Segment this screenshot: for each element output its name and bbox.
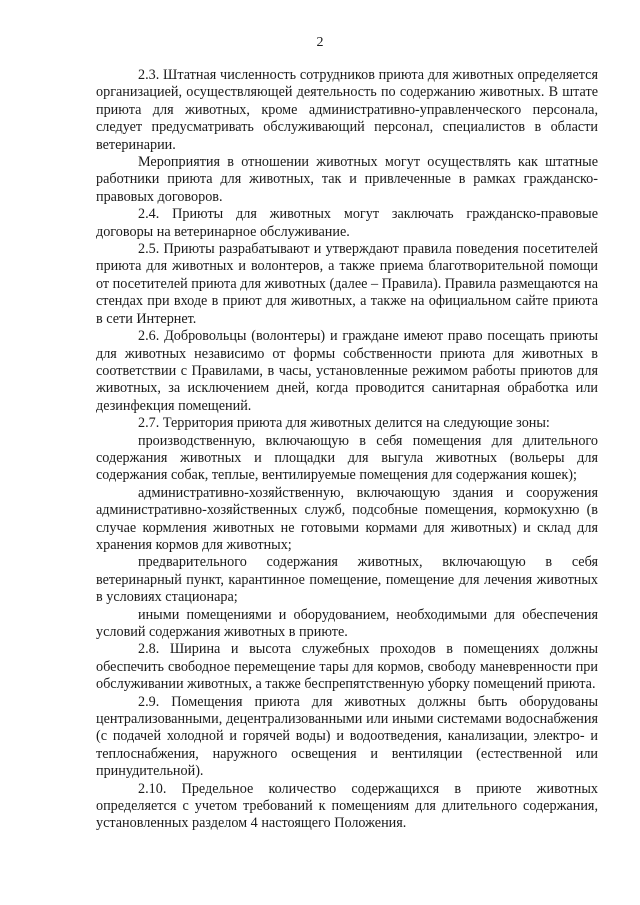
zone-other: иными помещениями и оборудованием, необходимыми для обеспечения условий содержания животных в приюте. — [96, 606, 598, 640]
paragraph-2-5: 2.5. Приюты разрабатывают и утверждают правила поведения посетителей приюта для животных и волонтеров, а также приема благотворительной помощи от посетителей приюта для животных (далее – Правила). Правила размещаются на стендах при входе в приют для животных, а также на официальном сайте приюта в сети Интернет. — [96, 241, 598, 327]
page-number: 2 — [316, 35, 324, 50]
paragraph-2-6: 2.6. Добровольцы (волонтеры) и граждане имеют право посещать приюты для животных независимо от формы собственности приюта для животных в соответствии с Правилами, в часы, установленные режимом работы приютов для животных, за исключением дней, когда проводится санитарная обработка или дезинфекция помещений. — [96, 328, 598, 414]
paragraph-2-9: 2.9. Помещения приюта для животных должны быть оборудованы централизованными, децентрализованными или иными системами водоснабжения (с подачей холодной и горячей воды) и водоотведения, канализации, электро- и теплоснабжения, наружного освещения и вентиляции (естественной или принудительной). — [96, 693, 598, 780]
zone-preliminary: предварительного содержания животных, включающую в себя ветеринарный пункт, карантинное помещение, помещение для лечения животных в условиях стационара; — [96, 554, 598, 606]
paragraph-2-3-activities: Мероприятия в отношении животных могут осуществлять как штатные работники приюта для животных, так и привлеченные в рамках гражданско-правовых договоров. — [96, 154, 598, 205]
document-body — [96, 67, 598, 833]
paragraph-2-8: 2.8. Ширина и высота служебных проходов в помещениях должны обеспечить свободное перемещение тары для кормов, свободу маневренности при обслуживании животных, а также беспрепятственную уборку помещений приюта. — [96, 641, 598, 693]
paragraph-2-3: 2.3. Штатная численность сотрудников приюта для животных определяется организацией, осуществляющей деятельность по содержанию животных. В штате приюта для животных, кроме административно-управленческого персонала, следует предусматривать обслуживающий персонал, специалистов в области ветеринарии. — [96, 67, 598, 153]
paragraph-2-10: 2.10. Предельное количество содержащихся в приюте животных определяется с учетом требований к помещениям для длительного содержания, установленных разделом 4 настоящего Положения. — [96, 780, 598, 832]
paragraph-2-7: 2.7. Территория приюта для животных делится на следующие зоны: — [138, 415, 550, 432]
paragraph-2-4: 2.4. Приюты для животных могут заключать гражданско-правовые договоры на ветеринарное обслуживание. — [96, 206, 598, 240]
zone-administrative: административно-хозяйственную, включающую здания и сооружения административно-хозяйственных служб, подсобные помещения, кормокухню (в случае кормления животных не готовыми кормами для животных) и склад для хранения кормов для животных; — [96, 484, 598, 553]
zone-production: производственную, включающую в себя помещения для длительного содержания животных и площадки для выгула животных (вольеры для содержания собак, теплые, вентилируемые помещения для содержания кошек); — [96, 432, 598, 484]
